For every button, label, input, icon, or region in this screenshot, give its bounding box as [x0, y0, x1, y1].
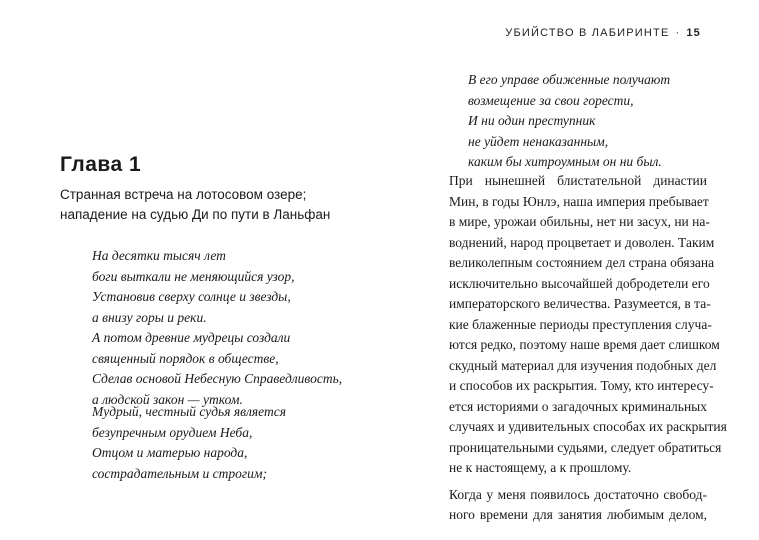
text-line: в мире, урожаи обильны, нет ни засух, ни на-: [449, 214, 710, 229]
body-text: [427, 171, 727, 526]
verse-line: Отцом и матерью народа,: [92, 445, 248, 460]
text-line: ются редко, поэтому наше время дает слишком: [449, 337, 720, 352]
epigraph-stanza-3: [468, 70, 670, 173]
verse-line: И ни один преступник: [468, 113, 596, 128]
text-line: великолепным состоянием дел страна обязана: [449, 255, 715, 270]
verse-line: В его управе обиженные получают: [468, 72, 671, 87]
verse-line: Мудрый, честный судья является: [92, 404, 286, 419]
verse-line: Сделав основой Небесную Справедливость,: [92, 371, 343, 386]
text-line: Мин, в годы Юнлэ, наша империя пребывает: [449, 193, 709, 209]
epigraph-stanza-1: [92, 246, 342, 410]
text-line: случаях и удивительных способах их раскрытия: [449, 419, 727, 434]
chapter-subtitle: Странная встреча на лотосовом озере; нападение на судью Ди по пути в Ланьфан: [60, 187, 331, 222]
text-line: ется историями о загадочных криминальных: [449, 398, 707, 414]
text-line: исключительно высочайшей добродетели его: [449, 275, 710, 291]
verse-line: сострадательным и строгим;: [92, 465, 267, 481]
right-page: [380, 0, 759, 540]
running-head-title: УБИЙСТВО В ЛАБИРИНТЕ: [505, 27, 670, 39]
verse-line: священный порядок в обществе,: [92, 350, 279, 366]
text-line: проницательными судьями, следует обратиться: [449, 439, 722, 455]
running-head: [505, 27, 701, 39]
text-line: императорского величества. Разумеется, в та-: [449, 296, 711, 311]
verse-line: Установив сверху солнце и звезды,: [92, 289, 291, 304]
verse-line: боги выткали не меняющийся узор,: [92, 268, 295, 284]
text-line: Когда у меня появилось достаточно свобод-: [449, 486, 707, 502]
text-line: кие блаженные периоды преступления случа-: [449, 316, 712, 332]
verse-line: а внизу горы и реки.: [92, 309, 207, 325]
text-line: При нынешней блистательной династии: [449, 173, 707, 188]
running-head-separator: ·: [675, 27, 681, 39]
verse-line: А потом древние мудрецы создали: [92, 330, 291, 345]
chapter-title: Глава 1: [60, 153, 142, 176]
verse-line: На десятки тысяч лет: [92, 248, 226, 263]
paragraph: [427, 485, 707, 526]
verse-line: а людской закон — утком.: [92, 391, 243, 407]
text-line: воднений, народ процветает и доволен. Таким: [449, 234, 715, 250]
text-line: ного времени для занятия любимым делом,: [449, 507, 707, 522]
verse-line: безупречным орудием Неба,: [92, 424, 253, 440]
verse-line: каким бы хитроумным он ни был.: [468, 154, 662, 169]
text-line: и способов их раскрытия. Тому, кто интересу-: [449, 378, 714, 393]
verse-line: не уйдет ненаказанным,: [468, 133, 609, 149]
text-line: скудный материал для изучения подобных дел: [449, 357, 717, 373]
epigraph-stanza-2: [92, 402, 286, 484]
verse-line: возмещение за свои горести,: [468, 92, 634, 108]
page-number: 15: [686, 27, 701, 39]
paragraph: [427, 171, 727, 479]
text-line: не к настоящему, а к прошлому.: [449, 460, 632, 475]
